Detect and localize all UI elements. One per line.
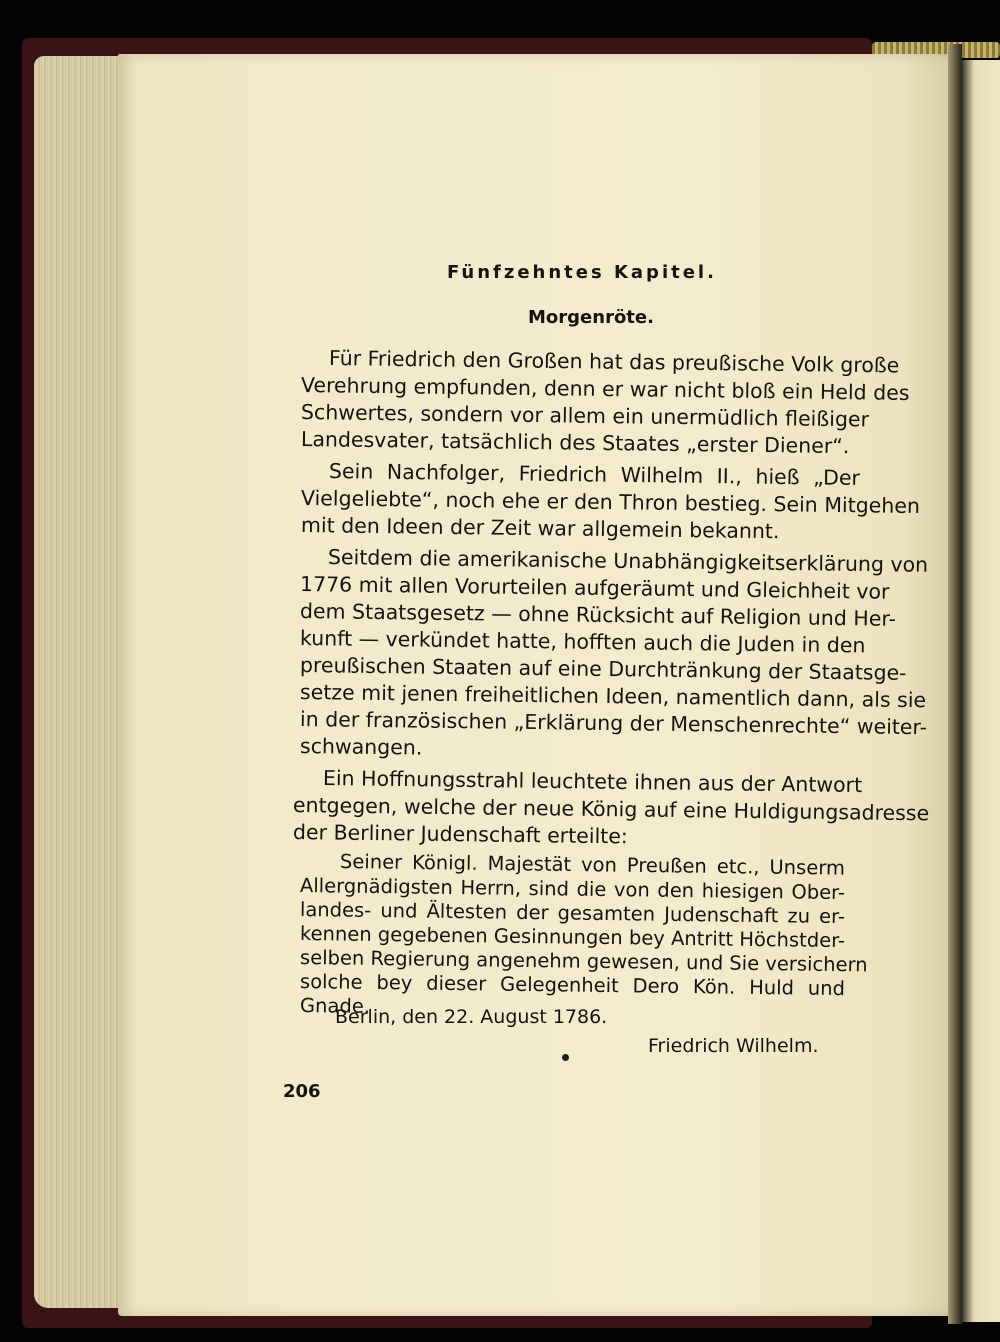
paragraph-3-line: dem Staatsgesetz — ohne Rücksicht auf Religion und Her- bbox=[299, 599, 897, 631]
paragraph-2-line: Sein Nachfolger, Friedrich Wilhelm II., hieß „Der bbox=[328, 459, 861, 490]
paragraph-3-line: Seitdem die amerikanische Unabhängigkeitserklärung von bbox=[327, 545, 929, 577]
paragraph-4-line: der Berliner Judenschaft erteilte: bbox=[292, 820, 628, 849]
quote-line: Gnade. bbox=[299, 994, 371, 1018]
paragraph-1-line: Schwertes, sondern vor allem ein unermüdlich fleißiger bbox=[300, 400, 870, 432]
signature: Friedrich Wilhelm. bbox=[648, 1035, 819, 1057]
page-edges bbox=[34, 56, 130, 1308]
quote-line: landes- und Ältesten der gesamten Judenschaft zu er- bbox=[299, 898, 846, 929]
quote-line: Seiner Königl. Majestät von Preußen etc., Unserm bbox=[339, 850, 846, 880]
quote-line: Allergnädigsten Herrn, sind die von den hiesigen Ober- bbox=[299, 874, 846, 905]
page-number: 206 bbox=[283, 1081, 321, 1102]
paragraph-3-line: 1776 mit allen Vorurteilen aufgeräumt und Gleichheit vor bbox=[299, 572, 890, 604]
paragraph-1-line: Landesvater, tatsächlich des Staates „erster Diener“. bbox=[300, 427, 850, 459]
paragraph-3-line: kunft — verkündet hatte, hofften auch die Juden in den bbox=[299, 626, 866, 658]
quote-line: selben Regierung angenehm gewesen, und Sie versichern bbox=[299, 946, 868, 977]
printer-dot bbox=[562, 1054, 569, 1061]
section-title: Morgenröte. bbox=[528, 307, 654, 328]
paragraph-3-line: setze mit jenen freiheitlichen Ideen, namentlich dann, als sie bbox=[299, 680, 927, 713]
page-gutter bbox=[948, 44, 962, 1324]
paragraph-2-line: mit den Ideen der Zeit war allgemein bekannt. bbox=[300, 513, 780, 544]
paragraph-1-line: Verehrung empfunden, denn er war nicht bloß ein Held des bbox=[300, 373, 910, 405]
paragraph-1-line: Für Friedrich den Großen hat das preußische Volk große bbox=[328, 346, 900, 378]
quote-line: solche bey dieser Gelegenheit Dero Kön. Huld und bbox=[299, 970, 846, 1001]
dateline: Berlin, den 22. August 1786. bbox=[335, 1006, 608, 1028]
paragraph-3-line: in der französischen „Erklärung der Menschenrechte“ weiter- bbox=[299, 707, 928, 740]
paragraph-3-line: schwangen. bbox=[299, 734, 423, 760]
paragraph-3-line: preußischen Staaten auf eine Durchtränkung der Staatsge- bbox=[299, 653, 907, 685]
paragraph-4-line: entgegen, welche der neue König auf eine Huldigungsadresse bbox=[292, 793, 930, 826]
paragraph-2-line: Vielgeliebte“, noch ehe er den Thron bestieg. Sein Mitgehen bbox=[300, 486, 921, 519]
next-page-edge bbox=[960, 60, 1000, 1322]
chapter-title: Fünfzehntes Kapitel. bbox=[447, 262, 717, 283]
paragraph-4-line: Ein Hoffnungsstrahl leuchtete ihnen aus der Antwort bbox=[322, 766, 863, 798]
quote-line: kennen gegebenen Gesinnungen bey Antritt Höchstder- bbox=[299, 922, 846, 953]
